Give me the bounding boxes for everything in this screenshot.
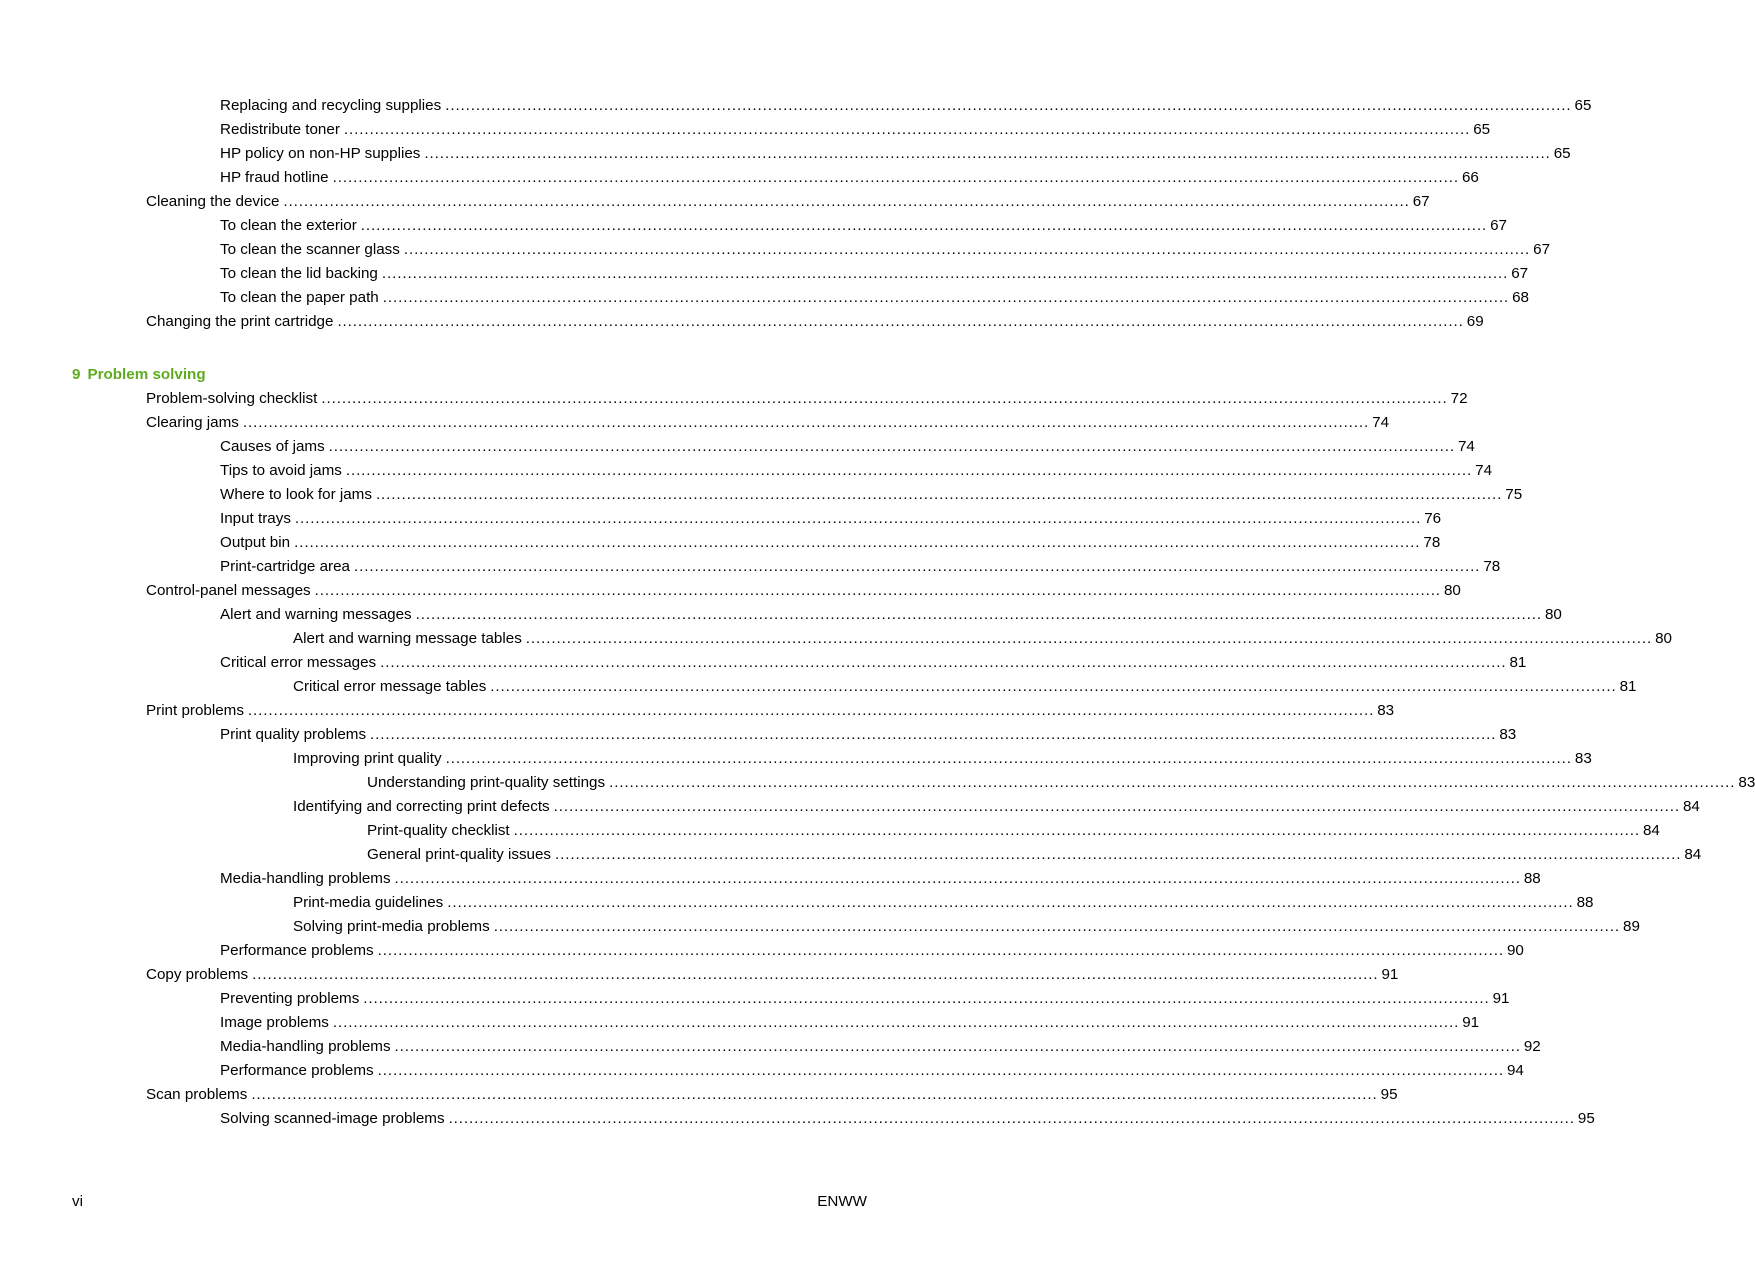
toc-entry[interactable]	[0, 629, 1673, 653]
toc-entry-page: 72	[1450, 390, 1468, 407]
dot-leader: ............................................................................................................................................................................................................................	[490, 678, 1617, 695]
toc-entry[interactable]	[0, 725, 1517, 749]
section-gap	[0, 336, 954, 365]
toc-entry[interactable]	[0, 749, 1592, 773]
toc-entry-label: Alert and warning message tables	[293, 630, 522, 647]
dot-leader: ............................................................................................................................................................................................................................	[337, 313, 1464, 330]
toc-entry-label: Where to look for jams	[220, 486, 372, 503]
toc-entry[interactable]	[0, 533, 1441, 557]
dot-leader: ............................................................................................................................................................................................................................	[380, 654, 1507, 671]
dot-leader: ............................................................................................................................................................................................................................	[403, 241, 1531, 258]
toc-entry[interactable]	[0, 557, 1501, 581]
toc-entry-label: To clean the scanner glass	[220, 241, 400, 258]
toc-entry[interactable]	[0, 1037, 1541, 1061]
dot-leader: ............................................................................................................................................................................................................................	[332, 169, 1459, 186]
toc-entry[interactable]	[0, 288, 1529, 312]
toc-entry-label: Copy problems	[146, 966, 249, 983]
toc-entry[interactable]	[0, 869, 1541, 893]
chapter-title: Problem solving	[87, 366, 206, 383]
dot-leader: ............................................................................................................................................................................................................................	[609, 774, 1736, 791]
toc-entry[interactable]	[0, 120, 1491, 144]
toc-entry[interactable]	[0, 413, 1390, 437]
toc-entry-label: Media-handling problems	[220, 870, 391, 887]
toc-entry-page: 76	[1424, 510, 1442, 527]
toc-entry[interactable]	[0, 581, 1461, 605]
dot-leader: ............................................................................................................................................................................................................................	[415, 606, 1542, 623]
toc-entry-label: Image problems	[220, 1014, 329, 1031]
toc-entry-label: Understanding print-quality settings	[367, 774, 606, 791]
dot-leader: ............................................................................................................................................................................................................................	[251, 1086, 1378, 1103]
dot-leader: ............................................................................................................................................................................................................................	[513, 822, 1640, 839]
toc-entry-page: 75	[1505, 486, 1523, 503]
toc-entry[interactable]	[0, 240, 1551, 264]
toc-entry[interactable]	[0, 1061, 1524, 1085]
toc-entry-label: Print-cartridge area	[220, 558, 350, 575]
toc-entry-label: To clean the exterior	[220, 217, 357, 234]
toc-entry-page: 95	[1577, 1110, 1595, 1127]
toc-entry[interactable]	[0, 893, 1594, 917]
toc-entry-page: 80	[1443, 582, 1461, 599]
toc-entry-page: 65	[1553, 145, 1571, 162]
toc-entry-label: Clearing jams	[146, 414, 239, 431]
toc-entry-label: Print quality problems	[220, 726, 367, 743]
dot-leader: ............................................................................................................................................................................................................................	[445, 97, 1572, 114]
toc-entry-page: 95	[1380, 1086, 1398, 1103]
toc-entry-label: Improving print quality	[293, 750, 442, 767]
toc-entry-label: Problem-solving checklist	[146, 390, 318, 407]
chapter-number: 9	[72, 366, 81, 383]
dot-leader: ............................................................................................................................................................................................................................	[363, 990, 1490, 1007]
toc-entry[interactable]	[0, 1085, 1398, 1109]
toc-entry-label: Control-panel messages	[146, 582, 311, 599]
dot-leader: ............................................................................................................................................................................................................................	[377, 942, 1504, 959]
toc-entry[interactable]	[0, 312, 1484, 336]
dot-leader: ............................................................................................................................................................................................................................	[242, 414, 1370, 431]
toc-entry-page: 78	[1423, 534, 1441, 551]
toc-entry[interactable]	[0, 917, 1640, 941]
toc-entry-page: 68	[1512, 289, 1529, 306]
toc-entry[interactable]	[0, 941, 1524, 965]
toc-entry-page: 92	[1523, 1038, 1541, 1055]
toc-entry-page: 84	[1642, 822, 1660, 839]
dot-leader: ............................................................................................................................................................................................................................	[382, 289, 1510, 306]
toc-entry[interactable]	[0, 389, 1468, 413]
toc-entry[interactable]	[0, 437, 1475, 461]
toc-entry[interactable]	[0, 168, 1479, 192]
toc-entry-page: 94	[1506, 1062, 1524, 1079]
toc-entry-page: 83	[1377, 702, 1395, 719]
footer-page-number: vi	[72, 1193, 83, 1210]
dot-leader: ............................................................................................................................................................................................................................	[375, 486, 1503, 503]
toc-entry[interactable]	[0, 677, 1637, 701]
toc-entry-label: Input trays	[220, 510, 291, 527]
dot-leader: ............................................................................................................................................................................................................................	[294, 510, 1422, 527]
toc-entry-page: 69	[1466, 313, 1484, 330]
dot-leader: ............................................................................................................................................................................................................................	[283, 193, 1410, 210]
toc-entry-label: Replacing and recycling supplies	[220, 97, 442, 114]
toc-pre-entries	[0, 96, 1592, 336]
toc-entry-label: Preventing problems	[220, 990, 360, 1007]
dot-leader: ............................................................................................................................................................................................................................	[447, 894, 1574, 911]
toc-entry-page: 81	[1509, 654, 1527, 671]
dot-leader: ............................................................................................................................................................................................................................	[553, 798, 1680, 815]
toc-entry-page: 83	[1574, 750, 1592, 767]
toc-entry-page: 80	[1655, 630, 1673, 647]
dot-leader: ............................................................................................................................................................................................................................	[445, 750, 1572, 767]
toc-entry-page: 90	[1506, 942, 1524, 959]
toc-entry-page: 65	[1473, 121, 1491, 138]
dot-leader: ............................................................................................................................................................................................................................	[314, 582, 1441, 599]
toc-entry-label: Causes of jams	[220, 438, 325, 455]
toc-entry-label: Identifying and correcting print defects	[293, 798, 550, 815]
toc-entry-label: Critical error messages	[220, 654, 377, 671]
toc-entry-page: 74	[1372, 414, 1390, 431]
toc-entry-page: 91	[1492, 990, 1510, 1007]
dot-leader: ............................................................................................................................................................................................................................	[394, 870, 1521, 887]
dot-leader: ............................................................................................................................................................................................................................	[360, 217, 1488, 234]
toc-entry-page: 80	[1544, 606, 1562, 623]
toc-entry[interactable]	[0, 509, 1442, 533]
toc-entry-page: 67	[1412, 193, 1430, 210]
toc-entry-page: 91	[1381, 966, 1399, 983]
toc-entry-label: To clean the paper path	[220, 289, 379, 306]
toc-entry[interactable]	[0, 485, 1523, 509]
dot-leader: ............................................................................................................................................................................................................................	[424, 145, 1551, 162]
dot-leader: ............................................................................................................................................................................................................................	[354, 558, 1481, 575]
toc-entry-label: Performance problems	[220, 1062, 374, 1079]
toc-entry[interactable]	[0, 1109, 1595, 1133]
dot-leader: ............................................................................................................................................................................................................................	[321, 390, 1448, 407]
toc-entry-label: HP policy on non-HP supplies	[220, 145, 421, 162]
toc-entry-label: Cleaning the device	[146, 193, 280, 210]
toc-entry-page: 91	[1462, 1014, 1480, 1031]
dot-leader: ............................................................................................................................................................................................................................	[345, 462, 1473, 479]
toc-entry[interactable]	[0, 1013, 1480, 1037]
dot-leader: ............................................................................................................................................................................................................................	[332, 1014, 1460, 1031]
toc-entry[interactable]	[0, 605, 1562, 629]
toc-entry-label: Redistribute toner	[220, 121, 340, 138]
toc-entry-label: Media-handling problems	[220, 1038, 391, 1055]
dot-leader: ............................................................................................................................................................................................................................	[555, 846, 1682, 863]
toc-entry-page: 84	[1682, 798, 1700, 815]
toc-entry-label: Print-quality checklist	[367, 822, 510, 839]
toc-entry-page: 67	[1511, 265, 1529, 282]
toc-entry-page: 78	[1483, 558, 1501, 575]
dot-leader: ............................................................................................................................................................................................................................	[343, 121, 1471, 138]
toc-entry-page: 66	[1461, 169, 1479, 186]
dot-leader: ............................................................................................................................................................................................................................	[377, 1062, 1504, 1079]
toc-entry[interactable]	[0, 96, 1592, 120]
toc-entry[interactable]	[0, 192, 1430, 216]
dot-leader: ............................................................................................................................................................................................................................	[247, 702, 1375, 719]
toc-entry-page: 88	[1576, 894, 1594, 911]
toc-entry-page: 67	[1490, 217, 1507, 234]
dot-leader: ............................................................................................................................................................................................................................	[294, 534, 1421, 551]
toc-entry-page: 74	[1475, 462, 1493, 479]
toc-entry[interactable]	[0, 965, 1399, 989]
toc-chapter-entries	[0, 389, 1755, 1133]
toc-entry-label: Changing the print cartridge	[146, 313, 334, 330]
toc-entry-label: Solving print-media problems	[293, 918, 490, 935]
toc-entry-label: To clean the lid backing	[220, 265, 378, 282]
toc-entry-label: Performance problems	[220, 942, 374, 959]
toc-entry[interactable]	[0, 216, 1507, 240]
toc-entry-label: Scan problems	[146, 1086, 248, 1103]
table-of-contents	[0, 96, 1755, 1133]
toc-entry-label: HP fraud hotline	[220, 169, 329, 186]
toc-entry[interactable]	[0, 989, 1510, 1013]
dot-leader: ............................................................................................................................................................................................................................	[448, 1110, 1575, 1127]
toc-entry-label: Alert and warning messages	[220, 606, 412, 623]
toc-entry[interactable]	[0, 845, 1702, 869]
toc-entry-label: Tips to avoid jams	[220, 462, 342, 479]
toc-entry[interactable]	[0, 797, 1700, 821]
dot-leader: ............................................................................................................................................................................................................................	[328, 438, 1455, 455]
toc-entry-label: General print-quality issues	[367, 846, 552, 863]
toc-entry-page: 67	[1533, 241, 1551, 258]
page-footer	[72, 1192, 867, 1214]
toc-entry-page: 65	[1574, 97, 1592, 114]
toc-entry[interactable]	[0, 144, 1571, 168]
toc-entry-page: 88	[1523, 870, 1541, 887]
toc-entry-label: Output bin	[220, 534, 291, 551]
toc-entry[interactable]	[0, 264, 1529, 288]
toc-entry-page: 81	[1619, 678, 1637, 695]
dot-leader: ............................................................................................................................................................................................................................	[370, 726, 1497, 743]
toc-entry-page: 83	[1738, 774, 1755, 791]
toc-entry-page: 83	[1499, 726, 1517, 743]
dot-leader: ............................................................................................................................................................................................................................	[381, 265, 1509, 282]
toc-entry-label: Print-media guidelines	[293, 894, 444, 911]
chapter-heading[interactable]	[0, 365, 954, 389]
dot-leader: ............................................................................................................................................................................................................................	[493, 918, 1620, 935]
footer-doc-code: ENWW	[817, 1193, 867, 1210]
dot-leader: ............................................................................................................................................................................................................................	[252, 966, 1379, 983]
toc-entry[interactable]	[0, 701, 1395, 725]
toc-entry-label: Print problems	[146, 702, 244, 719]
toc-entry[interactable]	[0, 461, 1493, 485]
toc-entry-label: Critical error message tables	[293, 678, 487, 695]
toc-entry[interactable]	[0, 821, 1660, 845]
toc-entry-page: 84	[1684, 846, 1702, 863]
dot-leader: ............................................................................................................................................................................................................................	[525, 630, 1653, 647]
toc-entry[interactable]	[0, 653, 1527, 677]
toc-entry[interactable]	[0, 773, 1755, 797]
dot-leader: ............................................................................................................................................................................................................................	[394, 1038, 1521, 1055]
toc-entry-page: 74	[1457, 438, 1475, 455]
toc-entry-label: Solving scanned-image problems	[220, 1110, 445, 1127]
toc-entry-page: 89	[1623, 918, 1640, 935]
